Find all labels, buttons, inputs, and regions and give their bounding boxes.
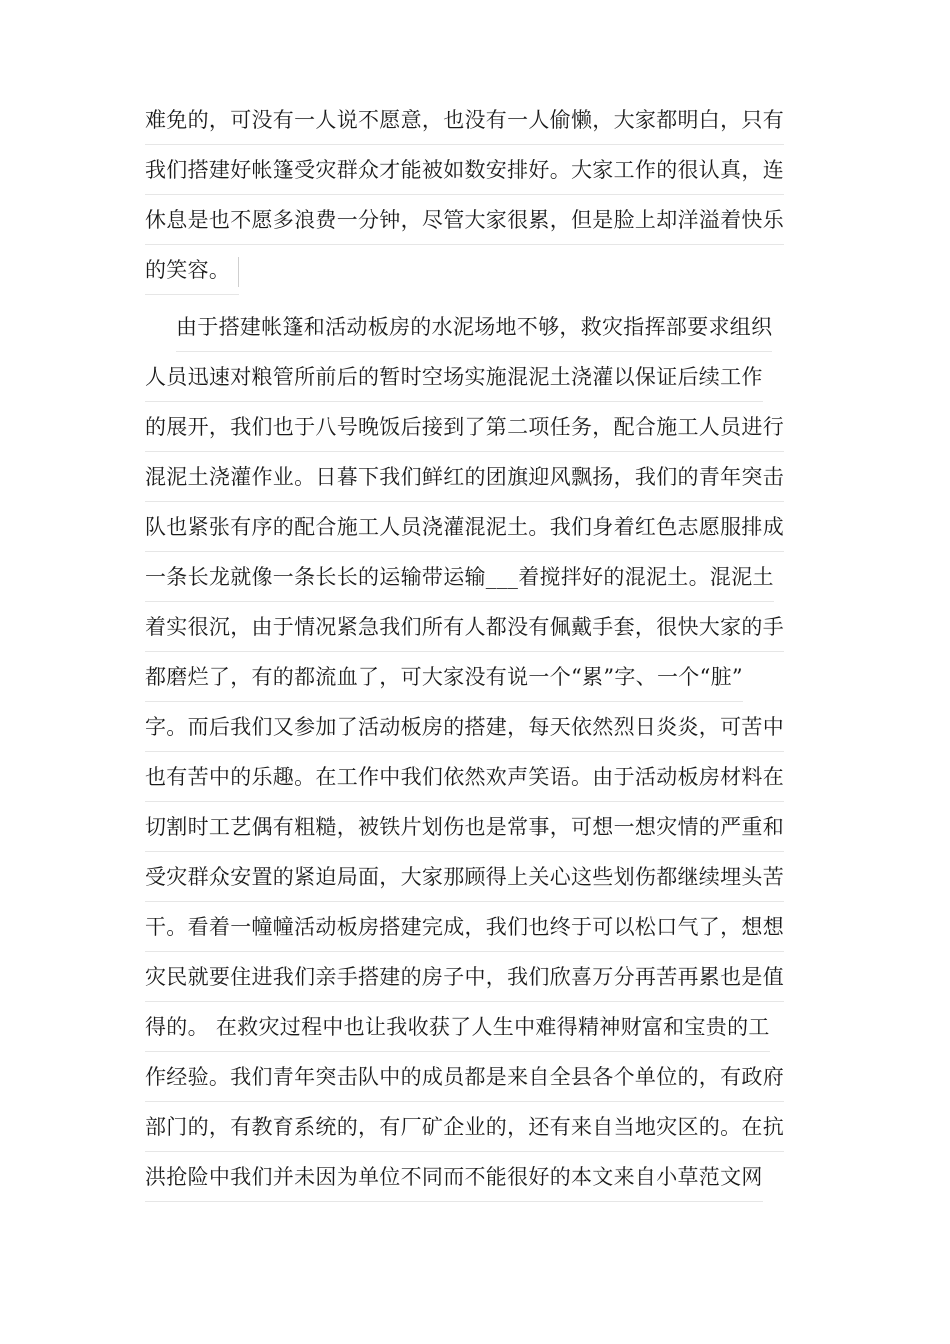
text-line-9: 队也紧张有序的配合施工人员浇灌混泥土。我们身着红色志愿服排成 (145, 502, 784, 552)
text-line-18: 灾民就要住进我们亲手搭建的房子中，我们欣喜万分再苦再累也是值 (145, 952, 784, 1002)
text-line-4-content: 的笑容。 (145, 258, 231, 282)
text-line-13: 字。而后我们又参加了活动板房的搭建，每天依然烈日炎炎，可苦中 (145, 702, 784, 752)
text-line-4 (145, 245, 239, 295)
text-line-22: 洪抢险中我们并未因为单位不同而不能很好的本文来自小草范文网 (145, 1152, 763, 1202)
text-line-14: 也有苦中的乐趣。在工作中我们依然欢声笑语。由于活动板房材料在 (145, 752, 784, 802)
text-line-5: 由于搭建帐篷和活动板房的水泥场地不够，救灾指挥部要求组织 (176, 302, 772, 352)
text-line-11: 着实很沉，由于情况紧急我们所有人都没有佩戴手套，很快大家的手 (145, 602, 784, 652)
text-cursor-mark (238, 257, 239, 287)
text-line-12: 都磨烂了，有的都流血了，可大家没有说一个“累”字、一个“脏” (145, 652, 743, 702)
text-line-2: 我们搭建好帐篷受灾群众才能被如数安排好。大家工作的很认真，连 (145, 145, 784, 195)
text-line-3: 休息是也不愿多浪费一分钟，尽管大家很累，但是脸上却洋溢着快乐 (145, 195, 784, 245)
text-line-19: 得的。 在救灾过程中也让我收获了人生中难得精神财富和宝贵的工 (145, 1002, 770, 1052)
text-line-16: 受灾群众安置的紧迫局面，大家那顾得上关心这些划伤都继续埋头苦 (145, 852, 784, 902)
text-line-1: 难免的，可没有一人说不愿意，也没有一人偷懒，大家都明白，只有 (145, 95, 784, 145)
text-line-17: 干。看着一幢幢活动板房搭建完成，我们也终于可以松口气了，想想 (145, 902, 784, 952)
text-line-8: 混泥土浇灌作业。日暮下我们鲜红的团旗迎风飘扬，我们的青年突击 (145, 452, 784, 502)
text-line-15: 切割时工艺偶有粗糙，被铁片划伤也是常事，可想一想灾情的严重和 (145, 802, 784, 852)
text-line-7: 的展开，我们也于八号晚饭后接到了第二项任务，配合施工人员进行 (145, 402, 784, 452)
text-line-6: 人员迅速对粮管所前后的暂时空场实施混泥土浇灌以保证后续工作 (145, 352, 763, 402)
text-line-10: 一条长龙就像一条长长的运输带运输___着搅拌好的混泥土。混泥土 (145, 552, 774, 602)
text-line-21: 部门的，有教育系统的，有厂矿企业的，还有来自当地灾区的。在抗 (145, 1102, 784, 1152)
text-line-20: 作经验。我们青年突击队中的成员都是来自全县各个单位的，有政府 (145, 1052, 784, 1102)
